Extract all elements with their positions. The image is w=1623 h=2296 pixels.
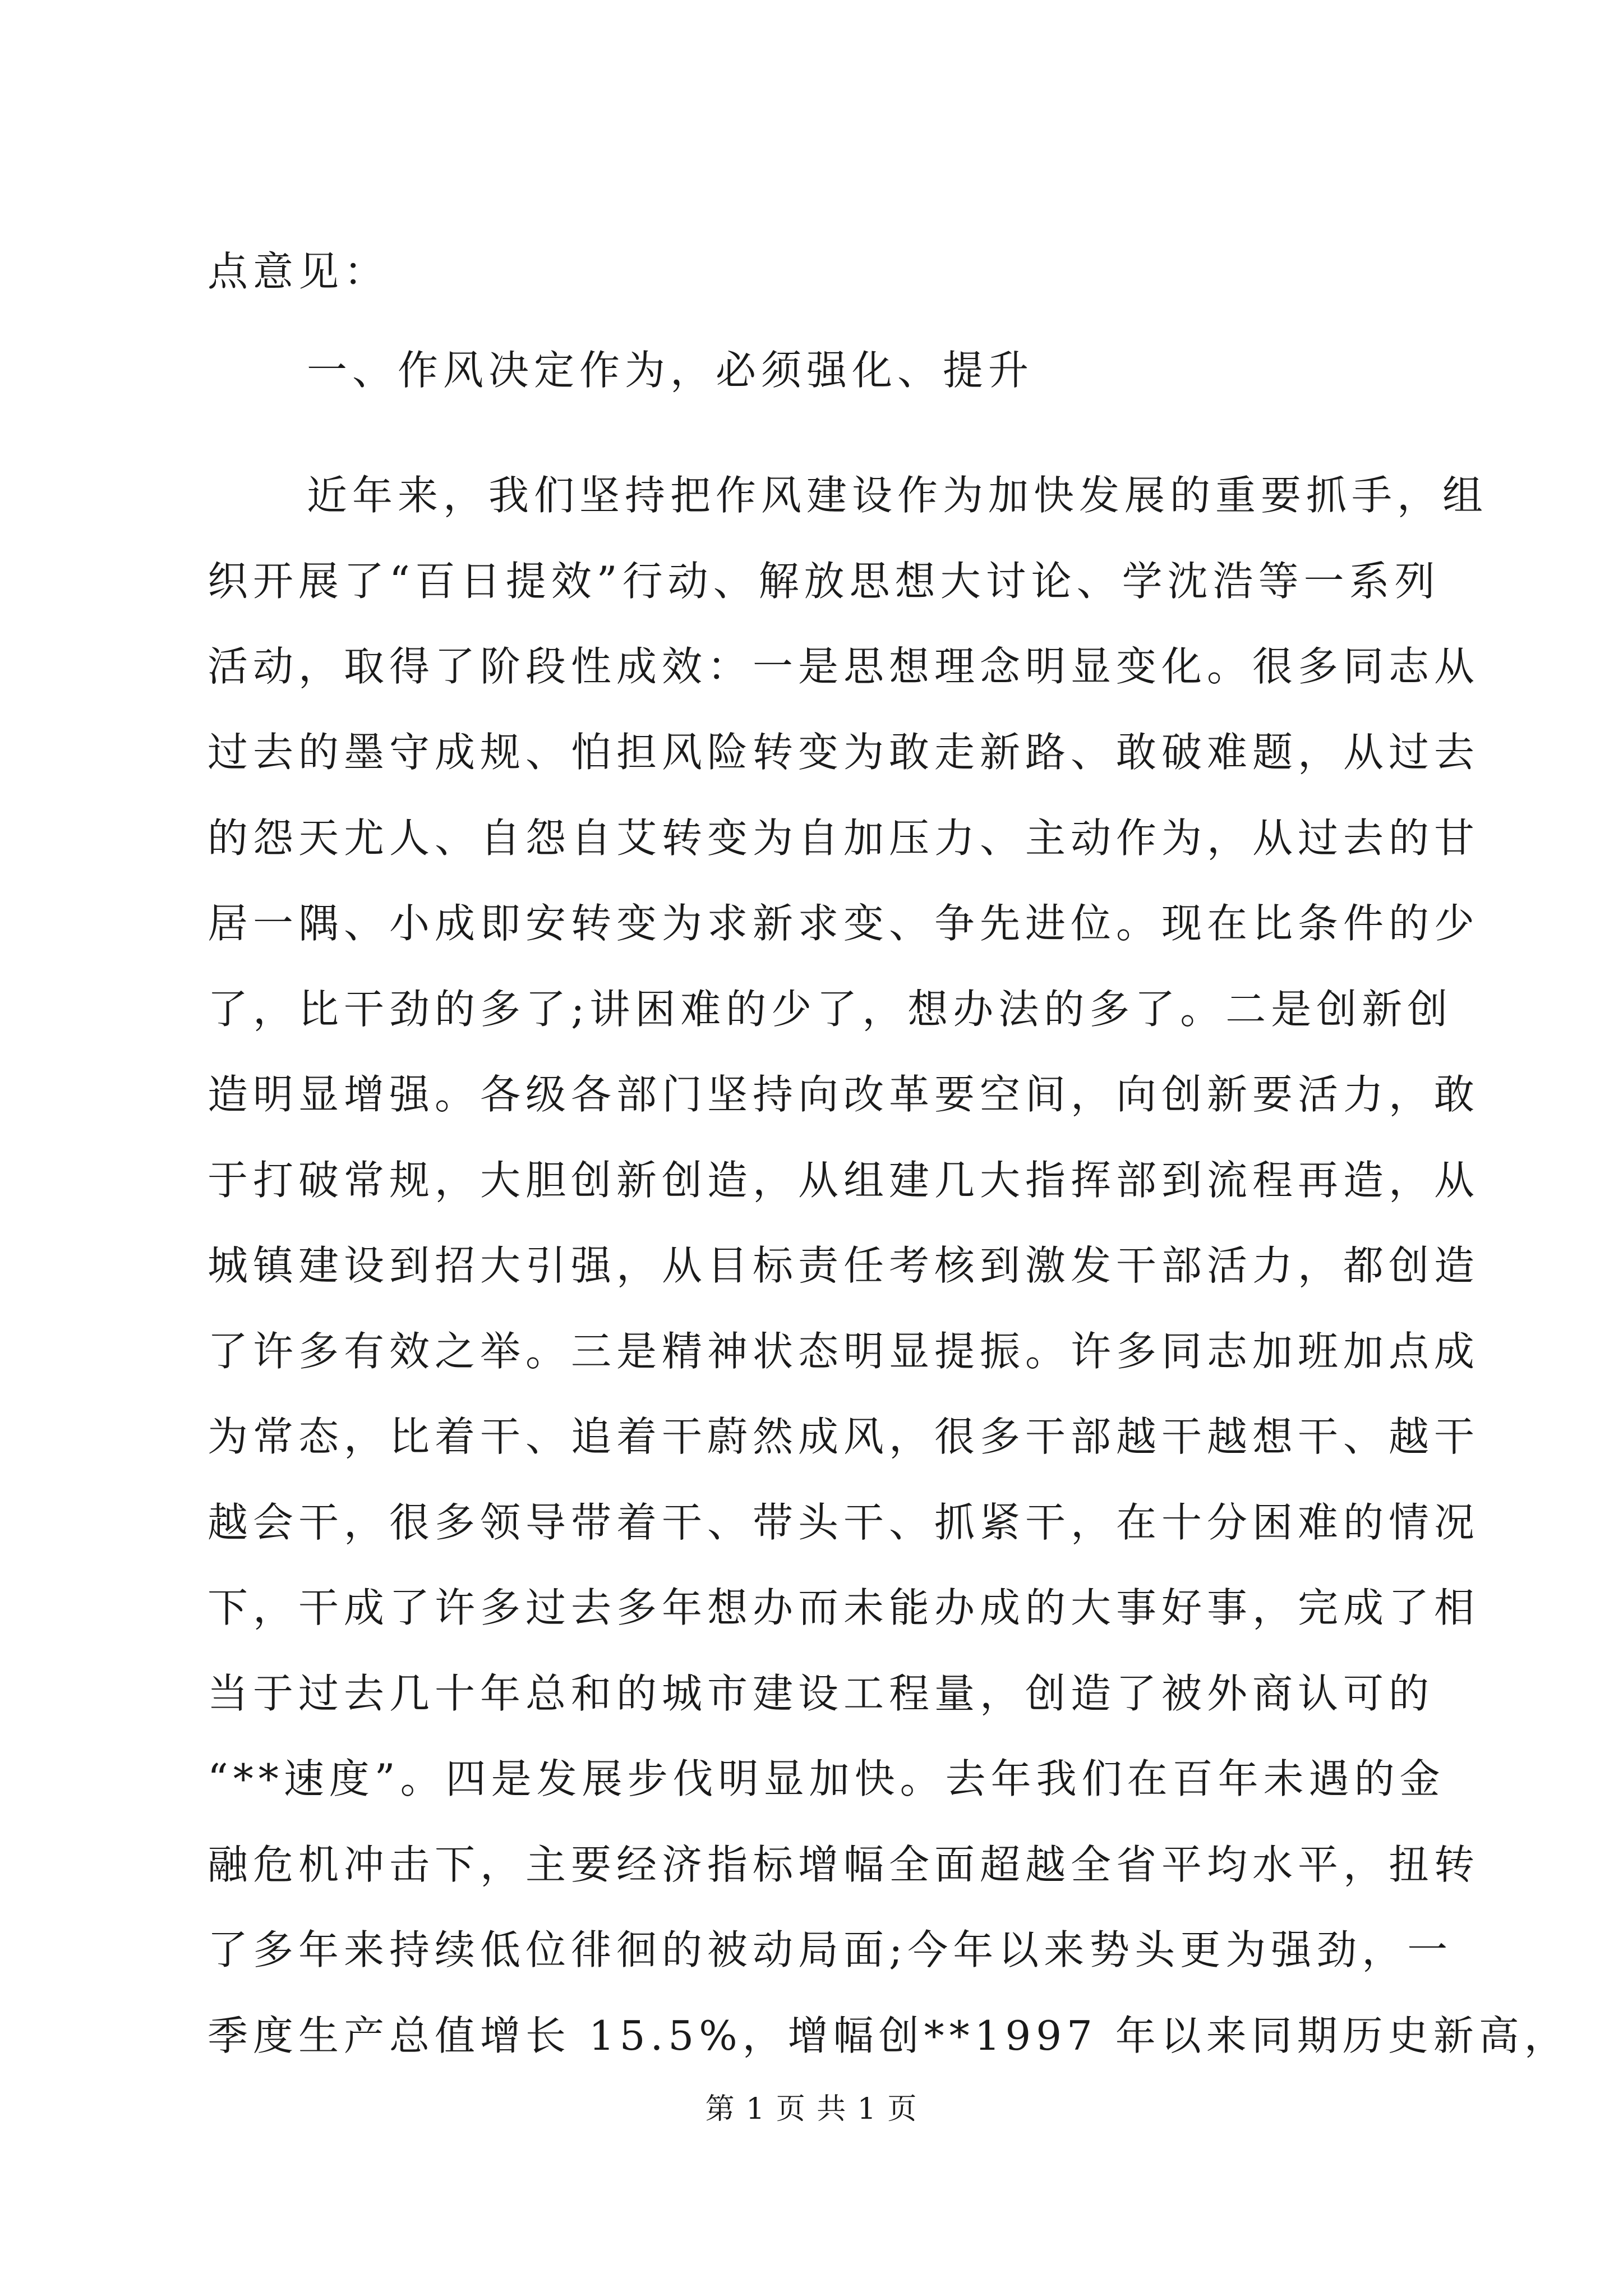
paragraph-line-2: 织开展了“百日提效”行动、解放思想大讨论、学沈浩等一系列	[208, 558, 1440, 605]
paragraph-line-6: 居一隅、小成即安转变为求新求变、争先进位。现在比条件的少	[208, 900, 1480, 947]
page-footer: 第 1 页 共 1 页	[705, 2092, 918, 2126]
paragraph-line-5: 的怨天尤人、自怨自艾转变为自加压力、主动作为，从过去的甘	[208, 815, 1480, 862]
paragraph-line-1: 近年来，我们坚持把作风建设作为加快发展的重要抓手，组	[307, 472, 1488, 519]
paragraph-line-4: 过去的墨守成规、怕担风险转变为敢走新路、敢破难题，从过去	[208, 729, 1480, 776]
paragraph-line-8: 造明显增强。各级各部门坚持向改革要空间，向创新要活力，敢	[208, 1071, 1480, 1118]
paragraph-line-7: 了，比干劲的多了;讲困难的少了，想办法的多了。二是创新创	[208, 986, 1453, 1033]
paragraph-line-18: 了多年来持续低位徘徊的被动局面;今年以来势头更为强劲，一	[208, 1926, 1453, 1973]
section-heading: 一、作风决定作为，必须强化、提升	[307, 347, 1034, 394]
paragraph-line-3: 活动，取得了阶段性成效：一是思想理念明显变化。很多同志从	[208, 643, 1480, 690]
paragraph-line-14: 下，干成了许多过去多年想办而未能办成的大事好事，完成了相	[208, 1584, 1480, 1631]
paragraph-line-19: 季度生产总值增长 15.5%，增幅创**1997 年以来同期历史新高，	[208, 2012, 1570, 2059]
paragraph-line-13: 越会干，很多领导带着干、带头干、抓紧干，在十分困难的情况	[208, 1499, 1480, 1546]
text-line-1: 点意见：	[208, 248, 390, 295]
paragraph-line-12: 为常态，比着干、追着干蔚然成风，很多干部越干越想干、越干	[208, 1413, 1480, 1460]
paragraph-line-11: 了许多有效之举。三是精神状态明显提振。许多同志加班加点成	[208, 1328, 1480, 1375]
paragraph-line-15: 当于过去几十年总和的城市建设工程量，创造了被外商认可的	[208, 1670, 1435, 1717]
paragraph-line-9: 于打破常规，大胆创新创造，从组建几大指挥部到流程再造，从	[208, 1157, 1480, 1204]
paragraph-line-17: 融危机冲击下，主要经济指标增幅全面超越全省平均水平，扭转	[208, 1841, 1480, 1888]
paragraph-line-16: “**速度”。四是发展步伐明显加快。去年我们在百年未遇的金	[208, 1755, 1445, 1802]
paragraph-line-10: 城镇建设到招大引强，从目标责任考核到激发干部活力，都创造	[208, 1242, 1480, 1289]
